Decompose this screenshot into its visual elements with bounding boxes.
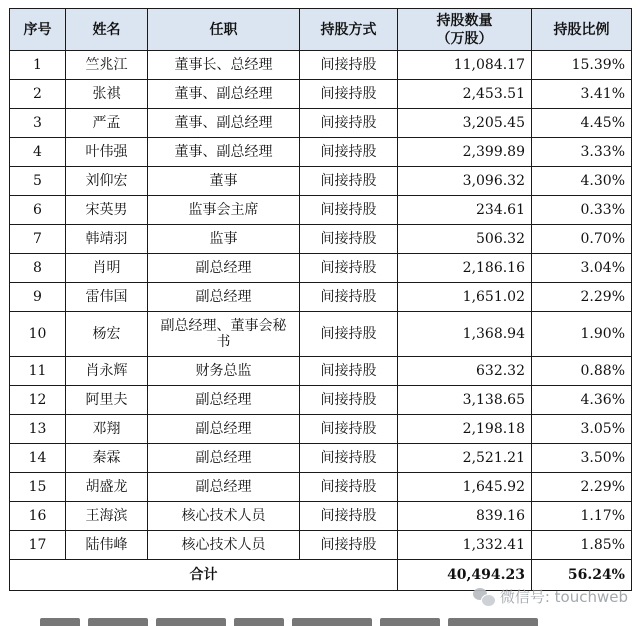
cell-name: 肖永辉 (66, 357, 148, 386)
cell-shares: 3,138.65 (398, 386, 532, 415)
header-name: 姓名 (66, 9, 148, 51)
cell-method: 间接持股 (300, 473, 398, 502)
cell-index: 13 (10, 415, 66, 444)
wechat-icon (473, 588, 495, 606)
cell-method: 间接持股 (300, 357, 398, 386)
cell-shares: 506.32 (398, 225, 532, 254)
cell-index: 15 (10, 473, 66, 502)
table-header (10, 9, 632, 51)
cell-shares: 839.16 (398, 502, 532, 531)
cell-index: 12 (10, 386, 66, 415)
cell-index: 1 (10, 51, 66, 80)
table-row (10, 357, 632, 386)
cell-role: 董事 (148, 167, 300, 196)
cell-shares: 1,332.41 (398, 531, 532, 560)
cell-role: 核心技术人员 (148, 502, 300, 531)
cell-name: 邓翔 (66, 415, 148, 444)
cell-shares: 1,645.92 (398, 473, 532, 502)
cell-pct: 4.36% (532, 386, 632, 415)
cell-name: 胡盛龙 (66, 473, 148, 502)
cell-index: 6 (10, 196, 66, 225)
cell-shares: 2,453.51 (398, 80, 532, 109)
cell-pct: 3.50% (532, 444, 632, 473)
cell-role: 董事、副总经理 (148, 109, 300, 138)
cell-shares: 2,198.18 (398, 415, 532, 444)
cell-role: 监事 (148, 225, 300, 254)
cell-role: 副总经理 (148, 473, 300, 502)
cell-name: 张祺 (66, 80, 148, 109)
cell-method: 间接持股 (300, 531, 398, 560)
cell-name: 秦霖 (66, 444, 148, 473)
cell-index: 10 (10, 312, 66, 357)
cell-index: 9 (10, 283, 66, 312)
table-row (10, 109, 632, 138)
table-body (10, 51, 632, 591)
cell-shares: 2,399.89 (398, 138, 532, 167)
cell-role: 监事会主席 (148, 196, 300, 225)
cut-off-text-line (40, 612, 600, 626)
cell-shares: 11,084.17 (398, 51, 532, 80)
cell-pct: 3.33% (532, 138, 632, 167)
cell-name: 陆伟峰 (66, 531, 148, 560)
cell-method: 间接持股 (300, 51, 398, 80)
cell-index: 16 (10, 502, 66, 531)
cell-name: 肖明 (66, 254, 148, 283)
table-row (10, 80, 632, 109)
cell-method: 间接持股 (300, 386, 398, 415)
table-row (10, 138, 632, 167)
cell-pct: 4.45% (532, 109, 632, 138)
table-row (10, 254, 632, 283)
cell-shares: 2,186.16 (398, 254, 532, 283)
watermark-text: 微信号: touchweb (499, 588, 628, 606)
header-index: 序号 (10, 9, 66, 51)
cell-pct: 3.04% (532, 254, 632, 283)
cell-role: 副总经理 (148, 444, 300, 473)
cell-index: 17 (10, 531, 66, 560)
table-row (10, 473, 632, 502)
cell-index: 4 (10, 138, 66, 167)
cell-shares: 234.61 (398, 196, 532, 225)
shareholding-table-container (9, 8, 631, 591)
cell-shares: 1,368.94 (398, 312, 532, 357)
cell-pct: 1.90% (532, 312, 632, 357)
cell-method: 间接持股 (300, 167, 398, 196)
header-method: 持股方式 (300, 9, 398, 51)
cell-method: 间接持股 (300, 415, 398, 444)
cell-method: 间接持股 (300, 225, 398, 254)
cell-method: 间接持股 (300, 109, 398, 138)
cell-role: 董事、副总经理 (148, 138, 300, 167)
header-shares-line1: 持股数量 (436, 12, 493, 29)
cell-shares: 3,096.32 (398, 167, 532, 196)
cell-index: 3 (10, 109, 66, 138)
cell-role: 副总经理 (148, 386, 300, 415)
table-row (10, 196, 632, 225)
cell-shares: 632.32 (398, 357, 532, 386)
header-pct: 持股比例 (532, 9, 632, 51)
cell-pct: 4.30% (532, 167, 632, 196)
cell-role: 副总经理 (148, 254, 300, 283)
table-row (10, 444, 632, 473)
cell-role: 副总经理 (148, 283, 300, 312)
cell-method: 间接持股 (300, 80, 398, 109)
cell-pct: 1.85% (532, 531, 632, 560)
total-pct: 56.24% (532, 560, 632, 591)
cell-name: 王海滨 (66, 502, 148, 531)
cell-pct: 0.33% (532, 196, 632, 225)
table-row (10, 167, 632, 196)
shareholding-table (9, 8, 632, 591)
cell-pct: 2.29% (532, 473, 632, 502)
cell-role: 董事、副总经理 (148, 80, 300, 109)
cell-pct: 3.05% (532, 415, 632, 444)
cell-pct: 2.29% (532, 283, 632, 312)
cell-role: 副总经理 (148, 415, 300, 444)
cell-pct: 1.17% (532, 502, 632, 531)
cell-name: 竺兆江 (66, 51, 148, 80)
header-shares (398, 9, 532, 51)
table-row (10, 225, 632, 254)
cell-index: 7 (10, 225, 66, 254)
table-row (10, 531, 632, 560)
table-row (10, 502, 632, 531)
cell-role: 董事长、总经理 (148, 51, 300, 80)
cell-method: 间接持股 (300, 312, 398, 357)
table-row (10, 51, 632, 80)
watermark (473, 586, 628, 607)
cell-role: 财务总监 (148, 357, 300, 386)
cell-role: 核心技术人员 (148, 531, 300, 560)
cell-index: 2 (10, 80, 66, 109)
table-row (10, 386, 632, 415)
header-shares-line2: （万股） (436, 30, 493, 47)
cell-pct: 0.88% (532, 357, 632, 386)
cell-method: 间接持股 (300, 502, 398, 531)
cell-name: 刘仰宏 (66, 167, 148, 196)
cell-shares: 2,521.21 (398, 444, 532, 473)
header-role: 任职 (148, 9, 300, 51)
cell-name: 韩靖羽 (66, 225, 148, 254)
cell-method: 间接持股 (300, 283, 398, 312)
total-shares: 40,494.23 (398, 560, 532, 591)
cell-index: 5 (10, 167, 66, 196)
cell-pct: 3.41% (532, 80, 632, 109)
header-row (10, 9, 632, 51)
cell-index: 14 (10, 444, 66, 473)
cell-method: 间接持股 (300, 138, 398, 167)
table-row (10, 283, 632, 312)
cell-method: 间接持股 (300, 444, 398, 473)
total-label: 合计 (10, 560, 398, 591)
table-row (10, 312, 632, 357)
cell-role: 副总经理、董事会秘书 (148, 312, 300, 357)
cell-name: 叶伟强 (66, 138, 148, 167)
cell-pct: 0.70% (532, 225, 632, 254)
cell-name: 严孟 (66, 109, 148, 138)
cell-method: 间接持股 (300, 254, 398, 283)
cell-method: 间接持股 (300, 196, 398, 225)
cell-index: 11 (10, 357, 66, 386)
cell-name: 阿里夫 (66, 386, 148, 415)
cell-name: 宋英男 (66, 196, 148, 225)
cell-shares: 1,651.02 (398, 283, 532, 312)
table-row (10, 415, 632, 444)
cell-shares: 3,205.45 (398, 109, 532, 138)
cell-name: 雷伟国 (66, 283, 148, 312)
cell-name: 杨宏 (66, 312, 148, 357)
cell-pct: 15.39% (532, 51, 632, 80)
cell-index: 8 (10, 254, 66, 283)
